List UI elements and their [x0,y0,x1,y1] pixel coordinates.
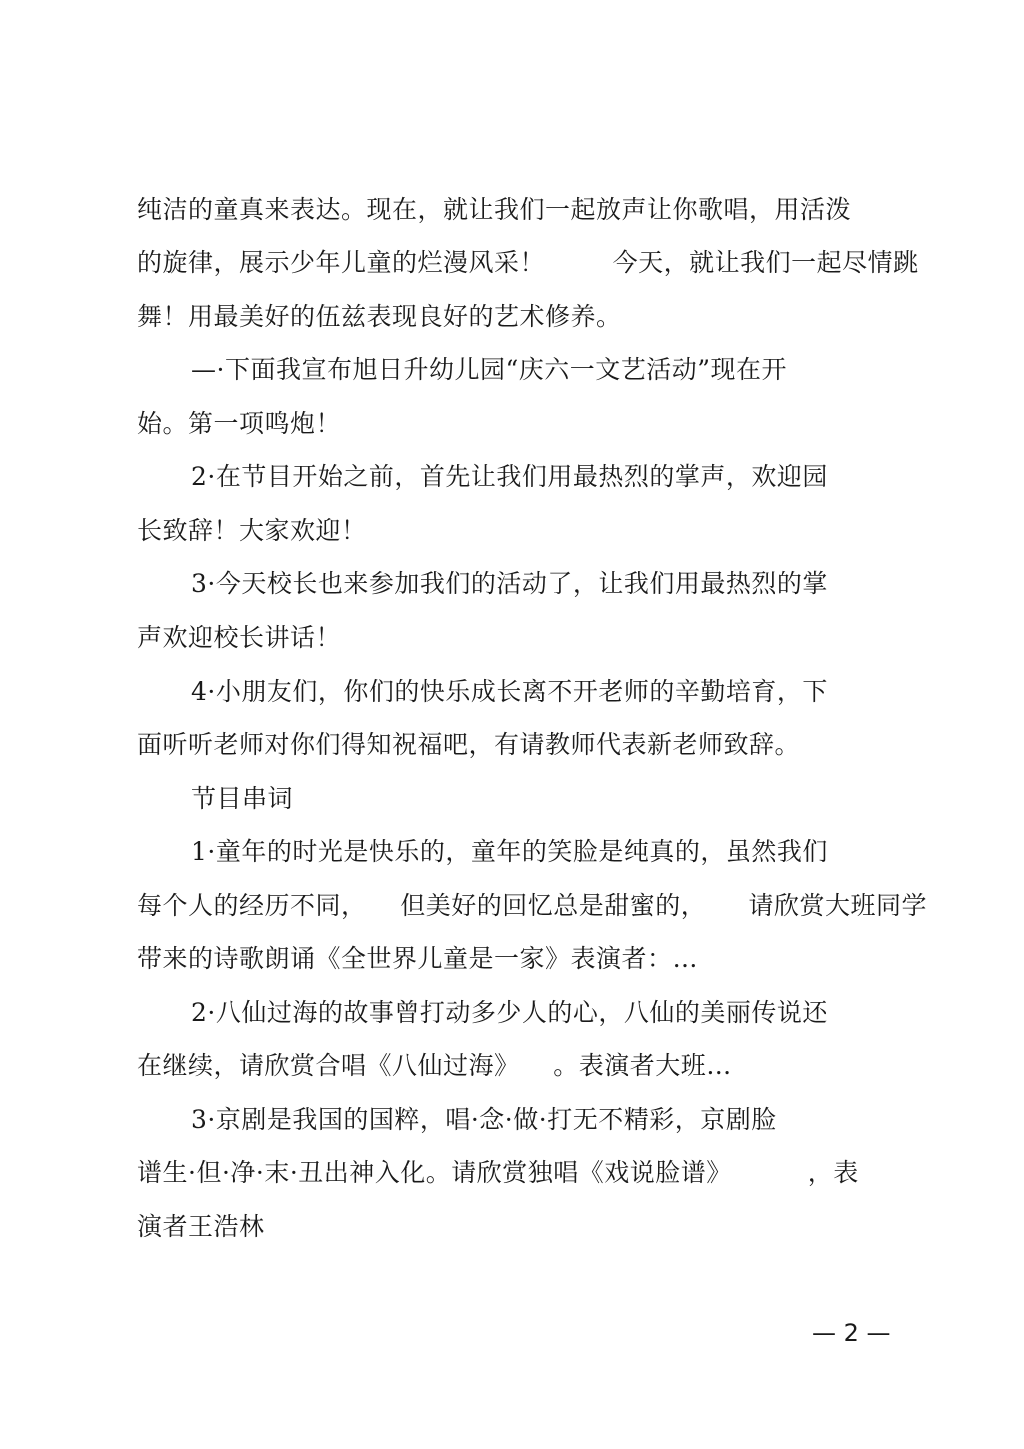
text-line-3: 舞！用最美好的伍兹表现良好的艺术修养。 [137,302,622,331]
text-line-5: 始。第一项鸣炮！ [137,409,342,438]
text-line-8: 3·今天校长也来参加我们的活动了，让我们用最热烈的掌 [191,569,828,598]
text-line-6: 2·在节目开始之前，首先让我们用最热烈的掌声，欢迎园 [191,462,828,491]
text-line-20: 演者王浩林 [137,1212,265,1241]
text-line-15: 带来的诗歌朗诵《全世界儿童是一家》表演者：… [137,944,699,973]
text-line-13: 1·童年的时光是快乐的，童年的笑脸是纯真的，虽然我们 [191,837,828,866]
text-line-18: 3·京剧是我国的国粹，唱·念·做·打无不精彩，京剧脸 [191,1105,777,1134]
text-line-1: 纯洁的童真来表达。现在，就让我们一起放声让你歌唱，用活泼 [137,195,852,224]
section-heading: 节目串词 [191,784,294,813]
text-line-14: 每个人的经历不同， 但美好的回忆总是甜蜜的， 请欣赏大班同学 [137,891,928,920]
text-line-16: 2·八仙过海的故事曾打动多少人的心，八仙的美丽传说还 [191,998,828,1027]
text-line-7: 长致辞！大家欢迎！ [137,516,367,545]
text-line-9: 声欢迎校长讲话！ [137,623,342,652]
text-line-11: 面听听老师对你们得知祝福吧，有请教师代表新老师致辞。 [137,730,801,759]
text-line-19: 谱生·但·净·末·丑出神入化。请欣赏独唱《戏说脸谱》 ，表 [137,1158,859,1187]
text-line-4: —·下面我宣布旭日升幼儿园“庆六一文艺活动”现在开 [191,355,788,384]
text-line-2: 的旋律，展示少年儿童的烂漫风采！ 今天，就让我们一起尽情跳 [137,248,919,277]
page-number: — 2 — [812,1319,891,1347]
text-line-17: 在继续，请欣赏合唱《八仙过海》 。表演者大班… [137,1051,732,1080]
text-line-10: 4·小朋友们，你们的快乐成长离不开老师的辛勤培育，下 [191,677,828,706]
